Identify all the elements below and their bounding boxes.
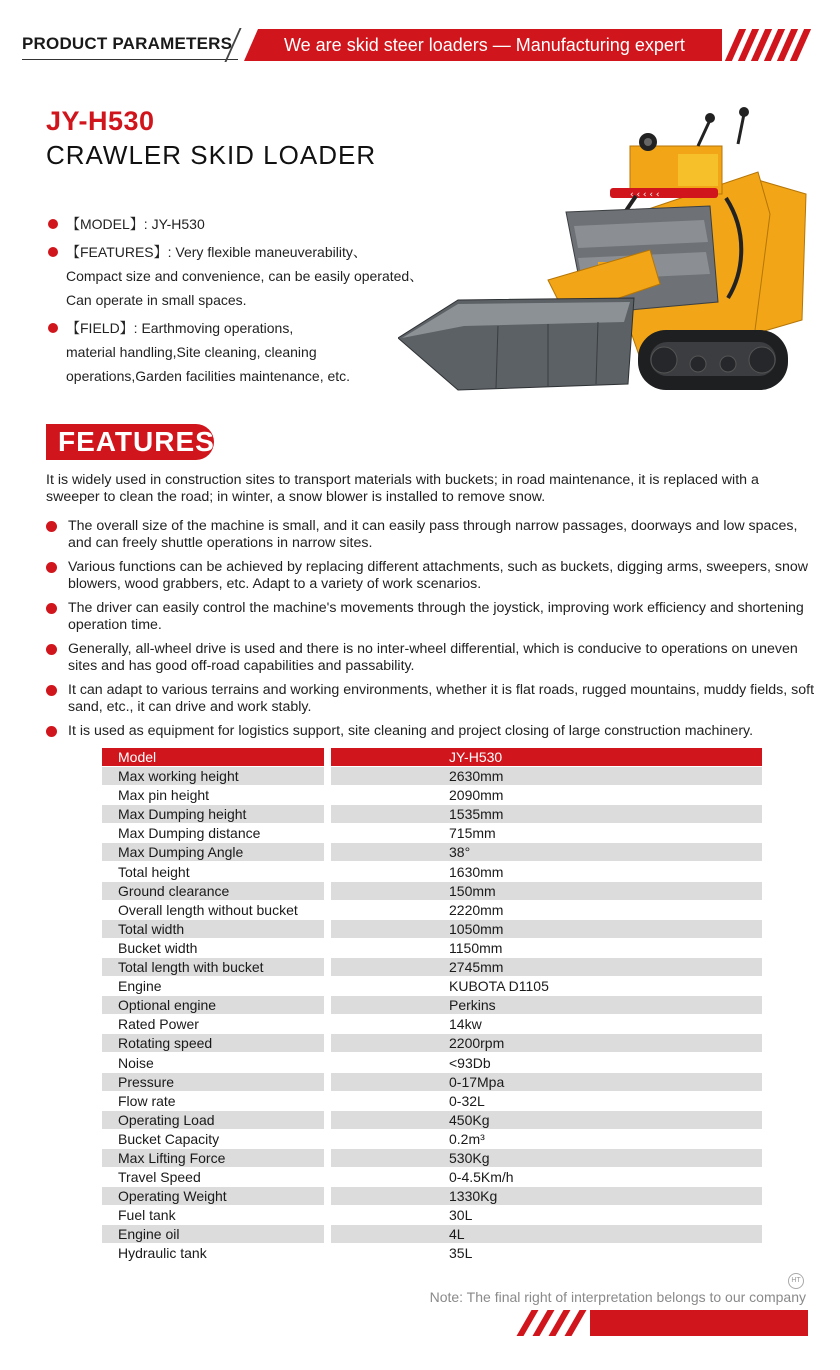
table-row (102, 1244, 762, 1263)
ht-badge: HT (788, 1273, 804, 1289)
spec-value: 0-17Mpa (331, 1073, 762, 1091)
spec-label: Hydraulic tank (118, 1245, 207, 1262)
spec-label: Max Dumping distance (118, 825, 261, 842)
bullet-dot (48, 247, 58, 257)
intro-features-line-2: Compact size and convenience, can be easily operated、 (66, 268, 424, 284)
header-banner (0, 0, 840, 80)
spec-label: Overall length without bucket (118, 901, 298, 918)
spec-label: Max working height (102, 767, 324, 785)
spec-label: Max Dumping height (102, 805, 324, 823)
table-row (102, 1015, 762, 1034)
table-row (102, 824, 762, 843)
spec-label: Engine (118, 978, 162, 995)
svg-text:‹ ‹ ‹ ‹ ‹: ‹ ‹ ‹ ‹ ‹ (630, 190, 660, 200)
spec-value: 1150mm (449, 939, 503, 956)
spec-label: Travel Speed (118, 1169, 201, 1186)
spec-label: Rated Power (118, 1016, 199, 1033)
table-header-row (102, 748, 762, 767)
list-item (46, 723, 816, 740)
table-row (102, 786, 762, 805)
banner-stripes (724, 29, 808, 61)
spec-table (102, 748, 762, 1264)
table-row (102, 1168, 762, 1187)
spec-label: Total length with bucket (102, 958, 324, 976)
list-item (46, 641, 816, 675)
table-row (102, 1206, 762, 1225)
intro-field-line-2: material handling,Site cleaning, cleaning (66, 344, 317, 360)
spec-value: 2220mm (449, 901, 504, 918)
table-row (102, 767, 762, 786)
spec-label: Flow rate (118, 1092, 176, 1109)
spec-label: Bucket Capacity (118, 1130, 220, 1147)
section-underline (22, 59, 238, 60)
spec-label: Operating Load (102, 1111, 324, 1129)
bullet-dot (48, 323, 58, 333)
spec-value: 4L (331, 1225, 762, 1243)
list-item (46, 682, 816, 716)
table-row (102, 1054, 762, 1073)
spec-label: Total height (118, 863, 190, 880)
list-item (46, 600, 816, 634)
intro-field-line-3: operations,Garden facilities maintenance, etc. (66, 368, 351, 384)
table-row (102, 1092, 762, 1111)
table-row (102, 863, 762, 882)
skid-loader-image (398, 102, 812, 398)
spec-value: 1330Kg (331, 1187, 762, 1205)
tagline-text: We are skid steer loaders — Manufacturing expert (284, 35, 685, 55)
features-heading: FEATURES (46, 424, 214, 460)
intro-features-line-1: 【FEATURES】: Very flexible maneuverability、 (66, 244, 367, 260)
bullet-dot (46, 603, 57, 614)
spec-value: 530Kg (331, 1149, 762, 1167)
feature-text: The overall size of the machine is small, and it can easily pass through narrow passages, doorways and low spaces, and can freely shuttle operations in narrow sites. (68, 518, 798, 551)
table-row (102, 882, 762, 901)
intro-features (46, 240, 446, 312)
product-title: CRAWLER SKID LOADER (46, 140, 377, 170)
bullet-dot (48, 219, 58, 229)
intro-field (46, 316, 446, 388)
intro-features-line-3: Can operate in small spaces. (66, 292, 247, 308)
bullet-dot (46, 685, 57, 696)
spec-value: KUBOTA D1105 (449, 978, 549, 995)
footer-bar (590, 1310, 808, 1336)
spec-label: Max pin height (118, 787, 210, 804)
spec-value: 38° (331, 843, 762, 861)
list-item (46, 518, 816, 552)
table-row (102, 901, 762, 920)
spec-value: 715mm (449, 825, 496, 842)
table-row (102, 1187, 762, 1206)
spec-label: Engine oil (102, 1225, 324, 1243)
table-row (102, 1111, 762, 1130)
feature-text: The driver can easily control the machine's movements through the joystick, improving work efficiency and shortening operation time. (68, 600, 804, 633)
spec-value: 35L (449, 1245, 473, 1262)
spec-value: 1630mm (449, 863, 504, 880)
table-header-label: Model (102, 748, 324, 766)
bullet-dot (46, 521, 57, 532)
spec-label: Bucket width (118, 939, 198, 956)
table-row (102, 805, 762, 824)
spec-label: Rotating speed (102, 1034, 324, 1052)
bullet-dot (46, 562, 57, 573)
model-title: JY-H530 (46, 106, 155, 136)
table-row (102, 1225, 762, 1244)
intro-field-line-1: 【FIELD】: Earthmoving operations, (66, 320, 294, 336)
spec-value: <93Db (449, 1054, 491, 1071)
spec-label: Optional engine (102, 996, 324, 1014)
spec-value: 2630mm (331, 767, 762, 785)
table-row (102, 843, 762, 862)
spec-value: 450Kg (331, 1111, 762, 1129)
intro-model (46, 212, 446, 236)
intro-model-text: 【MODEL】: JY-H530 (66, 216, 205, 232)
spec-value: 2090mm (449, 787, 504, 804)
table-row (102, 1130, 762, 1149)
spec-label: Operating Weight (102, 1187, 324, 1205)
feature-text: Various functions can be achieved by replacing different attachments, such as buckets, digging arms, sweepers, snow blowers, wood grabbers, etc. Adapt to a variety of work scenarios. (68, 559, 808, 592)
spec-value: 2200rpm (331, 1034, 762, 1052)
table-row (102, 996, 762, 1015)
spec-value: 2745mm (331, 958, 762, 976)
table-row (102, 920, 762, 939)
feature-text: Generally, all-wheel drive is used and there is no inter-wheel differential, which is conducive to operations on uneven sites and has good off-road capabilities and passability. (68, 641, 798, 674)
table-row (102, 939, 762, 958)
intro-info (46, 212, 446, 392)
section-label: PRODUCT PARAMETERS (22, 34, 233, 53)
table-row (102, 977, 762, 996)
table-row (102, 1073, 762, 1092)
bullet-dot (46, 644, 57, 655)
table-header-value: JY-H530 (331, 748, 762, 766)
bullet-dot (46, 726, 57, 737)
spec-label: Total width (102, 920, 324, 938)
spec-label: Fuel tank (118, 1207, 176, 1224)
feature-text: It can adapt to various terrains and working environments, whether it is flat roads, rugged mountains, muddy fields, soft sand, etc., it can drive and work stably. (68, 682, 815, 715)
table-row (102, 1149, 762, 1168)
table-row (102, 958, 762, 977)
features-intro: It is widely used in construction sites to transport materials with buckets; in road maintenance, it is replaced with a sweeper to clean the road; in winter, a snow blower is installed to remove snow. (46, 472, 759, 505)
spec-label: Max Dumping Angle (102, 843, 324, 861)
spec-value: Perkins (331, 996, 762, 1014)
spec-value: 0-32L (449, 1092, 485, 1109)
spec-label: Max Lifting Force (102, 1149, 324, 1167)
spec-value: 150mm (331, 882, 762, 900)
spec-value: 1535mm (331, 805, 762, 823)
spec-value: 0.2m³ (449, 1130, 485, 1147)
spec-value: 30L (449, 1207, 473, 1224)
list-item (46, 559, 816, 593)
footer-note: Note: The final right of interpretation belongs to our company (429, 1289, 806, 1305)
footer-stripes (514, 1310, 594, 1336)
feature-list (46, 518, 816, 747)
spec-label: Ground clearance (102, 882, 324, 900)
spec-value: 0-4.5Km/h (449, 1169, 514, 1186)
spec-label: Pressure (102, 1073, 324, 1091)
table-row (102, 1034, 762, 1053)
spec-label: Noise (118, 1054, 154, 1071)
feature-text: It is used as equipment for logistics support, site cleaning and project closing of large construction machinery. (68, 723, 754, 739)
spec-value: 14kw (449, 1016, 482, 1033)
spec-value: 1050mm (331, 920, 762, 938)
